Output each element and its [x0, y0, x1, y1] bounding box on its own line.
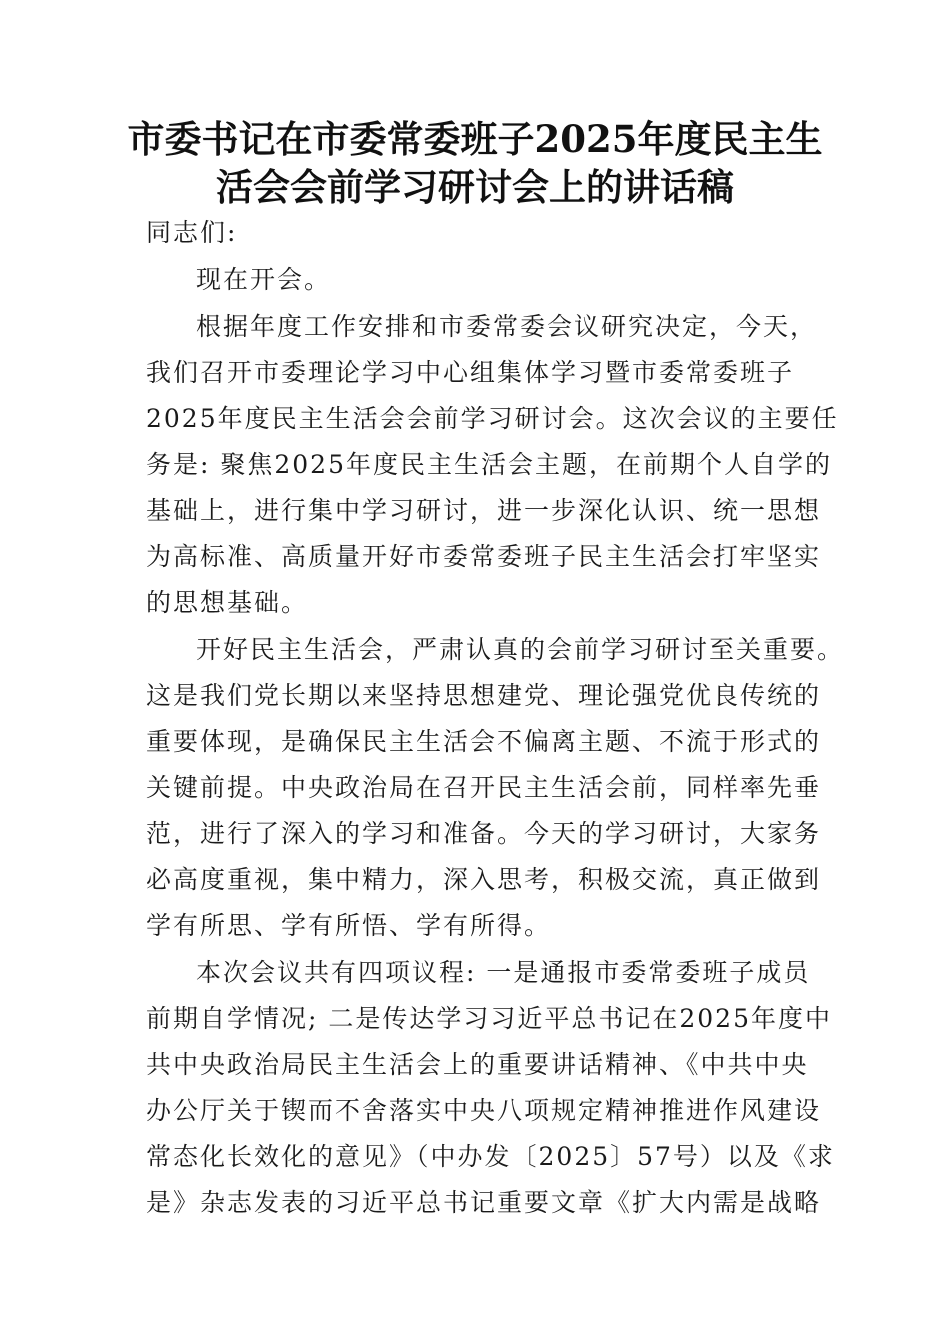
salutation: 同志们: — [146, 218, 238, 247]
body-line: 范，进行了深入的学习和准备。今天的学习研讨，大家务 — [146, 819, 822, 848]
body-line: 常态化长效化的意见》（中办发〔2025〕57号）以及《求 — [146, 1142, 835, 1171]
body-line: 基础上，进行集中学习研讨，进一步深化认识、统一思想 — [146, 496, 822, 525]
body-line: 重要体现，是确保民主生活会不偏离主题、不流于形式的 — [146, 727, 822, 756]
body-line: 必高度重视，集中精力，深入思考，积极交流，真正做到 — [146, 865, 822, 894]
body-line: 这是我们党长期以来坚持思想建党、理论强党优良传统的 — [146, 681, 822, 710]
body-line: 现在开会。 — [196, 265, 332, 294]
body-line: 共中央政治局民主生活会上的重要讲话精神、《中共中央 — [146, 1050, 809, 1079]
body-line: 2025年度民主生活会会前学习研讨会。这次会议的主要任 — [146, 404, 839, 433]
body-line: 关键前提。中央政治局在召开民主生活会前，同样率先垂 — [146, 773, 822, 802]
body-line: 是》杂志发表的习近平总书记重要文章《扩大内需是战略 — [146, 1188, 822, 1217]
body-line: 办公厅关于锲而不舍落实中央八项规定精神推进作风建设 — [146, 1096, 822, 1125]
body-line: 务是: 聚焦2025年度民主生活会主题，在前期个人自学的 — [146, 450, 832, 479]
body-line: 根据年度工作安排和市委常委会议研究决定，今天， — [196, 312, 818, 341]
body-line: 我们召开市委理论学习中心组集体学习暨市委常委班子 — [146, 358, 795, 387]
document-title-line-1: 市委书记在市委常委班子2025年度民主生 — [127, 117, 823, 161]
body-line: 本次会议共有四项议程: 一是通报市委常委班子成员 — [196, 958, 811, 987]
body-line: 开好民主生活会，严肃认真的会前学习研讨至关重要。 — [196, 635, 845, 664]
body-line: 学有所思、学有所悟、学有所得。 — [146, 911, 552, 940]
body-line: 为高标准、高质量开好市委常委班子民主生活会打牢坚实 — [146, 542, 822, 571]
body-line: 的思想基础。 — [146, 588, 309, 617]
document-title-line-2: 活会会前学习研讨会上的讲话稿 — [216, 165, 734, 209]
body-line: 前期自学情况; 二是传达学习习近平总书记在2025年度中 — [146, 1004, 832, 1033]
